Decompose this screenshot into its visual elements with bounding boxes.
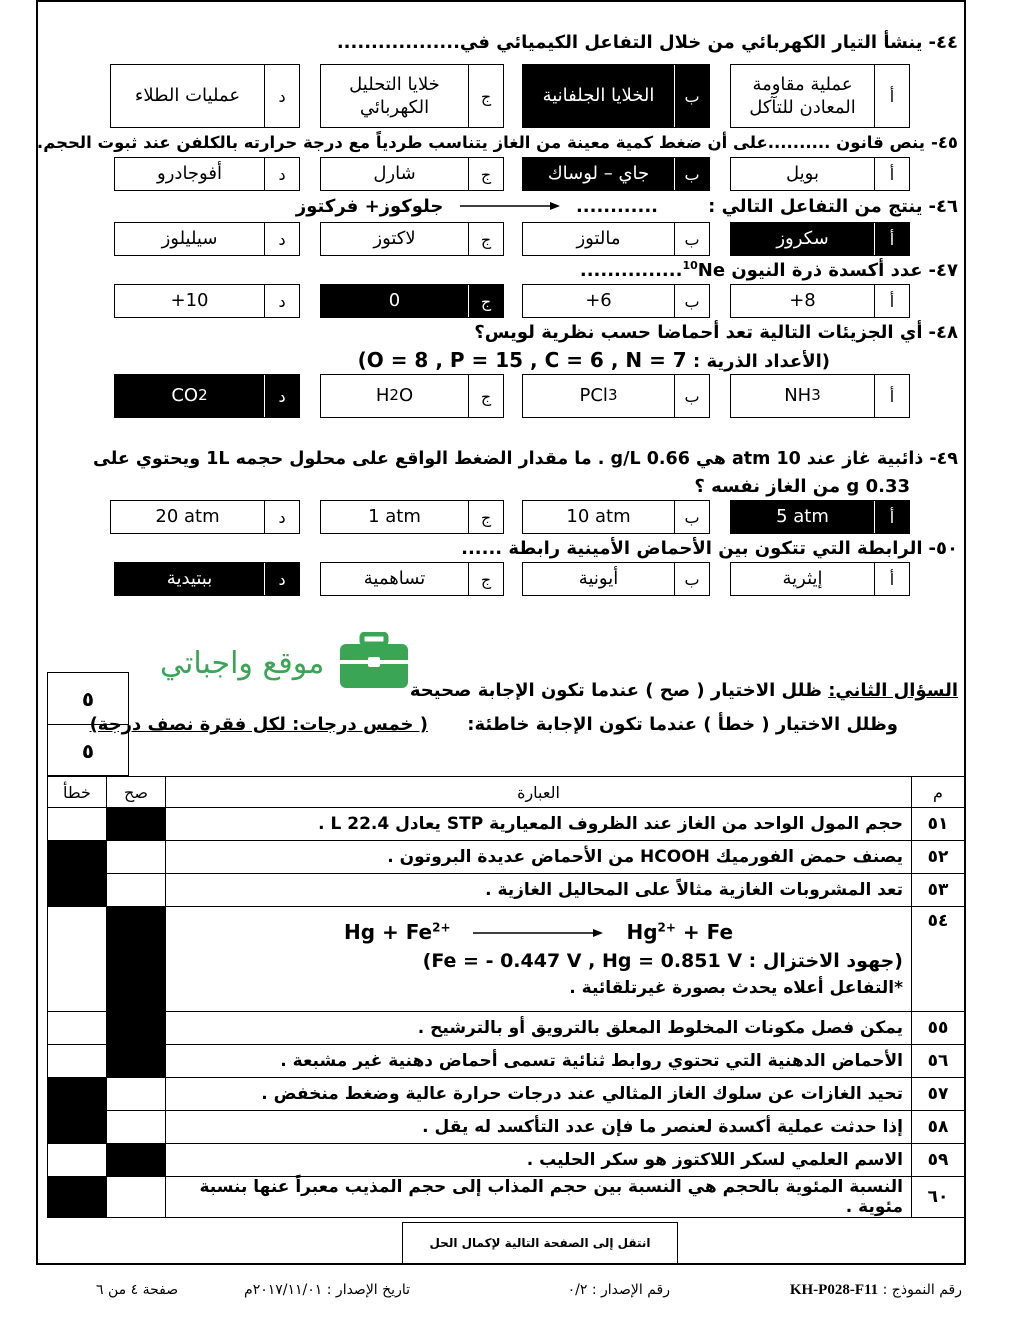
option-a[interactable]: أ عملية مقاومة المعادن للتآكل	[730, 64, 910, 128]
options-48	[110, 374, 910, 418]
true-cell[interactable]	[107, 841, 166, 874]
reaction-54: $Hg + Fe^{2+}$ $Hg^{2+} + Fe$	[343, 920, 734, 944]
table-row: ٥٣ تعد المشروبات الغازية مثالاً على المحاليل الغازية .	[48, 874, 965, 907]
option-d[interactable]: د أفوجادرو	[114, 157, 300, 191]
false-cell[interactable]	[48, 1144, 107, 1177]
question-49-line2: 0.33 g من الغاز نفسه ؟	[694, 476, 910, 497]
option-b[interactable]: ب +6	[522, 284, 710, 318]
next-page-note: انتقل إلى الصفحة التالية لإكمال الحل	[402, 1222, 678, 1264]
option-c[interactable]: ج 1 atm	[320, 500, 504, 534]
footer-form: رقم النموذج : KH-P028-F11	[789, 1282, 962, 1298]
true-cell-selected[interactable]	[107, 1012, 166, 1045]
option-b[interactable]: ب 10 atm	[522, 500, 710, 534]
section2-line2: وظلل الاختيار ( خطأ ) عندما تكون الإجابة خاطئة:	[467, 714, 898, 735]
true-cell-selected[interactable]	[107, 1144, 166, 1177]
table-row: ٥٨ إذا حدثت عملية أكسدة لعنصر ما فإن عدد التأكسد له يقل .	[48, 1111, 965, 1144]
true-cell-selected[interactable]	[107, 808, 166, 841]
true-cell-selected[interactable]	[107, 1045, 166, 1078]
option-c[interactable]: ج لاكتوز	[320, 222, 504, 256]
option-c[interactable]: ج H 2 O	[320, 374, 504, 418]
option-b[interactable]: ب أيونية	[522, 562, 710, 596]
option-a[interactable]: أ بويل	[730, 157, 910, 191]
footer-date: تاريخ الإصدار : ٢٠١٧/١١/٠١م	[244, 1282, 410, 1298]
false-cell[interactable]	[48, 907, 107, 1012]
option-d-selected[interactable]: د CO 2	[114, 374, 300, 418]
true-cell-selected[interactable]	[107, 907, 166, 1012]
options-50	[110, 562, 910, 596]
table-row: ٥٤ $Hg + Fe^{2+}$ $Hg^{2+} + Fe$ (جهود الاختزال : (Fe = - 0.447 V , Hg = 0.851 V *التفاعل أعلاه يحدث بصورة غيرتلقائية .	[48, 907, 965, 1012]
option-d[interactable]: د سيليلوز	[114, 222, 300, 256]
options-46	[110, 222, 910, 256]
option-a[interactable]: أ NH 3	[730, 374, 910, 418]
briefcase-icon	[338, 632, 410, 694]
true-cell[interactable]	[107, 1111, 166, 1144]
neon-isotope: $^{10}$Ne	[682, 259, 726, 281]
question-50: ٥٠-الرابطة التي تتكون بين الأحماض الأمينية رابطة ......	[461, 538, 958, 559]
option-b[interactable]: ب مالتوز	[522, 222, 710, 256]
option-b-selected[interactable]: ب جاي – لوساك	[522, 157, 710, 191]
true-false-table: م العبارة صح خطأ ٥١ حجم المول الواحد من الغاز عند الظروف المعيارية STP يعادل 22.4 L . ٥٢ يصنف حمض الفورميك HCOOH من الأحماض عديدة البروتون . ٥٣ تعد المشروبات الغازية مثالاً على المحاليل الغازية . ٥٤ $Hg + Fe^{2+}$ $Hg^{2+} + Fe$ (جهود الاختزال : (Fe = - 0.447 V , Hg = 0.851 V *التفاعل أعلاه يحدث بصورة غيرتلقائية . ٥٥ يمكن فصل مكونات المخلوط المعلق بالترويق أو بالترشيح . ٥٦ الأحماض الدهنية التي تحتوي روابط ثنائية تسمى أحماض دهنية غير مشبعة . ٥٧ تحيد الغازات عن سلوك الغاز المثالي عند درجات حرارة عالية وضغط منخفض . ٥٨ إذا حدثت عملية أكسدة لعنصر ما فإن عدد التأكسد له يقل . ٥٩ الاسم العلمي لسكر اللاكتوز هو سكر الحليب . ٦٠ النسبة المئوية بالحجم هي النسبة بين حجم المذاب إلى حجم المذيب معبراً عنها بنسبة مئوية .	[47, 776, 965, 1218]
option-b[interactable]: ب PCl 3	[522, 374, 710, 418]
question-47: ٤٧-عدد أكسدة ذرة النيون $^{10}$Ne...............	[579, 259, 958, 281]
option-b-selected[interactable]: ب الخلايا الجلفانية	[522, 64, 710, 128]
question-49: ٤٩-ذائبية غاز عند 10 atm هي 0.66 g/L . ما مقدار الضغط الواقع على محلول حجمه 1L ويحتوي على	[93, 449, 958, 469]
option-c[interactable]: ج خلايا التحليل الكهربائي	[320, 64, 504, 128]
true-cell[interactable]	[107, 1078, 166, 1111]
table-row: ٦٠ النسبة المئوية بالحجم هي النسبة بين حجم المذاب إلى حجم المذيب معبراً عنها بنسبة مئوية .	[48, 1177, 965, 1218]
section2-grading: ( خمس درجات: لكل فقرة نصف درجة)	[89, 714, 428, 735]
table-row: ٥٥ يمكن فصل مكونات المخلوط المعلق بالترويق أو بالترشيح .	[48, 1012, 965, 1045]
false-cell-selected[interactable]	[48, 1111, 107, 1144]
option-a[interactable]: أ +8	[730, 284, 910, 318]
arrow-icon	[460, 196, 560, 217]
option-c[interactable]: ج شارل	[320, 157, 504, 191]
option-d[interactable]: د 20 atm	[110, 500, 300, 534]
site-logo	[160, 632, 410, 694]
question-number: ٤٤-	[928, 32, 958, 53]
footer-page: صفحة ٤ من ٦	[96, 1282, 179, 1298]
table-row: ٥٢ يصنف حمض الفورميك HCOOH من الأحماض عديدة البروتون .	[48, 841, 965, 874]
question-48: ٤٨-أي الجزيئات التالية تعد أحماضا حسب نظرية لويس؟	[474, 322, 958, 343]
section2-header: السؤال الثاني: ظلل الاختيار ( صح ) عندما تكون الإجابة صحيحة	[409, 680, 958, 701]
question-46: ٤٦-ينتج من التفاعل التالي :	[708, 196, 958, 217]
option-a-selected[interactable]: أ 5 atm	[730, 500, 910, 534]
table-row: ٥٦ الأحماض الدهنية التي تحتوي روابط ثنائية تسمى أحماض دهنية غير مشبعة .	[48, 1045, 965, 1078]
option-d-selected[interactable]: د ببتيدية	[114, 562, 300, 596]
option-a[interactable]: أ إيثرية	[730, 562, 910, 596]
table-row: ٥١ حجم المول الواحد من الغاز عند الظروف المعيارية STP يعادل 22.4 L .	[48, 808, 965, 841]
question-44	[337, 32, 958, 53]
option-c[interactable]: ج تساهمية	[320, 562, 504, 596]
logo-text: موقع واجباتي	[160, 645, 325, 681]
false-cell-selected[interactable]	[48, 841, 107, 874]
option-d[interactable]: د +10	[114, 284, 300, 318]
false-cell-selected[interactable]	[48, 1177, 107, 1218]
option-d[interactable]: د عمليات الطلاء	[110, 64, 300, 128]
table-row: ٥٩ الاسم العلمي لسكر اللاكتوز هو سكر الحليب .	[48, 1144, 965, 1177]
option-a-selected[interactable]: أ سكروز	[730, 222, 910, 256]
table-row: ٥٧ تحيد الغازات عن سلوك الغاز المثالي عند درجات حرارة عالية وضغط منخفض .	[48, 1078, 965, 1111]
question-text: ينشأ التيار الكهربائي من خلال التفاعل الكيميائي في..................	[336, 32, 923, 53]
options-45	[110, 157, 910, 191]
reaction-46: ............ جلوكوز+ فركتوز	[295, 196, 658, 217]
question-45: ٤٥-ينص قانون ..........على أن ضغط كمية معينة من الغاز يتناسب طردياً مع درجة حرارته بالكلفن عند ثبوت الحجم.	[36, 133, 958, 152]
option-c-selected[interactable]: ج 0	[320, 284, 504, 318]
false-cell[interactable]	[48, 808, 107, 841]
options-47	[110, 284, 910, 318]
false-cell-selected[interactable]	[48, 1078, 107, 1111]
false-cell[interactable]	[48, 1045, 107, 1078]
true-cell[interactable]	[107, 874, 166, 907]
false-cell-selected[interactable]	[48, 874, 107, 907]
options-49	[110, 500, 910, 534]
atomic-numbers: (الأعداد الذرية : (O = 8 , P = 15 , C = 6 , N = 7	[357, 348, 830, 372]
false-cell[interactable]	[48, 1012, 107, 1045]
score-box: ٥ ٥	[47, 672, 129, 776]
arrow-icon	[473, 920, 603, 944]
footer-version: رقم الإصدار : ٠/٢	[567, 1282, 670, 1298]
true-cell[interactable]	[107, 1177, 166, 1218]
options-44	[110, 64, 910, 128]
